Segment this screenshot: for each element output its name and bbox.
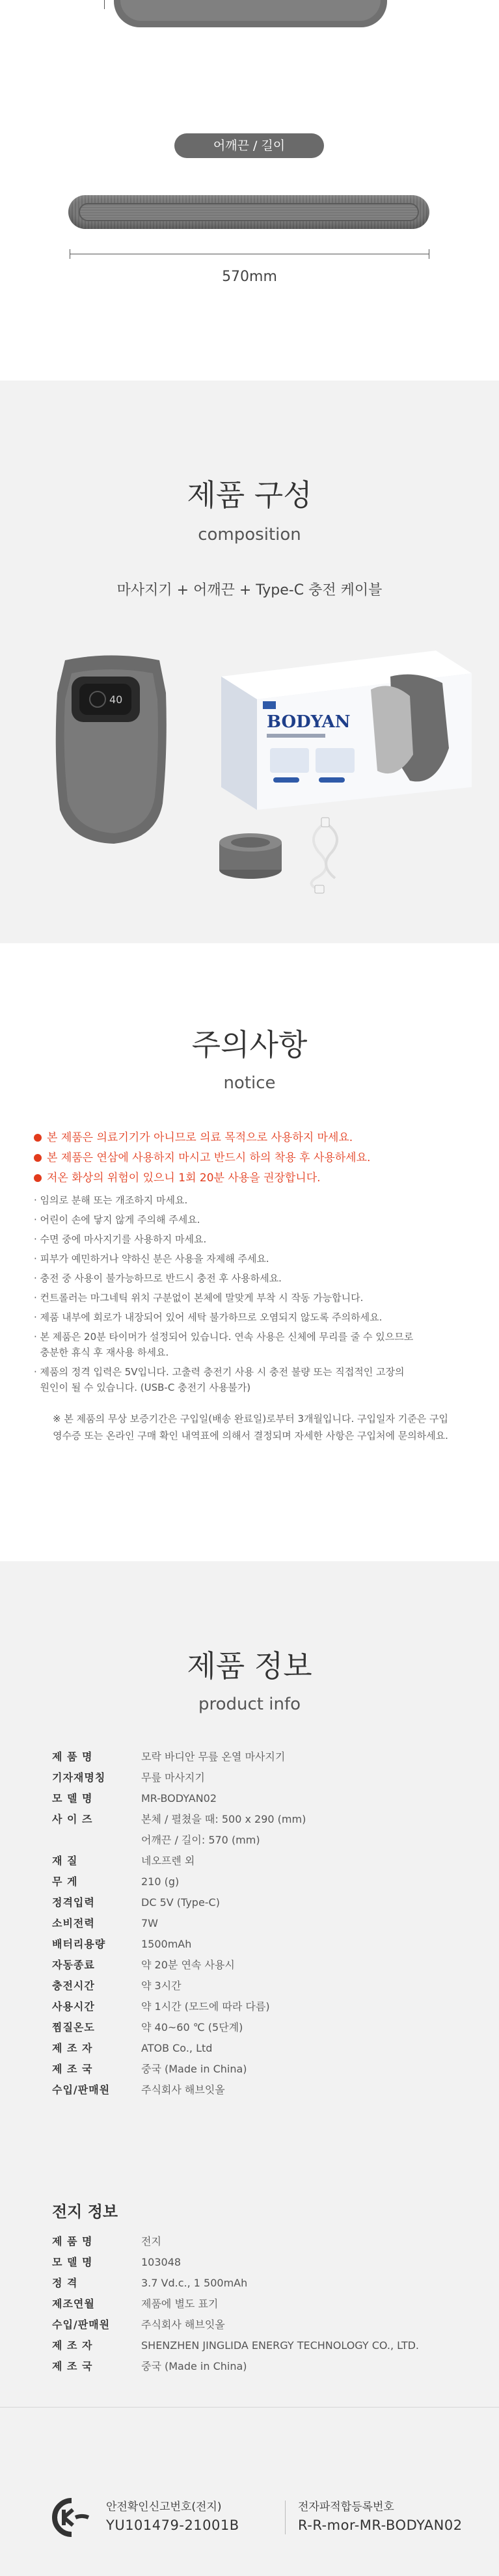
battery-row: 제조연월 제품에 별도 표기 bbox=[52, 2298, 219, 2310]
warranty-note-line: ※ 본 제품의 무상 보증기간은 구입일(배송 완료일)로부터 3개월입니다. 구입일자 기준은 구입 bbox=[53, 1413, 448, 1425]
info-row: 자동종료 약 20분 연속 사용시 bbox=[52, 1959, 235, 1971]
warranty-note-line: 영수증 또는 온라인 구매 확인 내역표에 의해서 결정되며 자세한 사항은 구입처에 문의하세요. bbox=[53, 1430, 448, 1442]
notice-item: · 제품의 정격 입력은 5V입니다. 고출력 충전기 사용 시 충전 불량 또는 직접적인 고장의 bbox=[34, 1366, 405, 1378]
info-row: 제 조 국 중국 (Made in China) bbox=[52, 2063, 247, 2075]
svg-text:40: 40 bbox=[109, 693, 123, 706]
info-row: 사 이 즈 본체 / 펼쳤을 때: 500 x 290 (mm) bbox=[52, 1813, 306, 1825]
info-row: 충전시간 약 3시간 bbox=[52, 1979, 182, 1992]
info-row: 사용시간 약 1시간 (모드에 따라 다름) bbox=[52, 2000, 270, 2013]
notice-item: · 충전 중 사용이 불가능하므로 반드시 충전 후 사용하세요. bbox=[34, 1272, 282, 1284]
charging-cable-image bbox=[299, 816, 351, 894]
strap-length-label: 570mm bbox=[222, 269, 277, 285]
info-row: 배터리용량 1500mAh bbox=[52, 1938, 192, 1950]
battery-row: 제 품 명 전지 bbox=[52, 2235, 161, 2247]
composition-section bbox=[0, 381, 499, 943]
safety-cert-number: YU101479-21001B bbox=[106, 2517, 239, 2533]
info-row: 어깨끈 / 길이: 570 (mm) bbox=[141, 1834, 260, 1846]
notice-item: · 본 제품은 20분 타이머가 설정되어 있습니다. 연속 사용은 신체에 무리를 줄 수 있으므로 bbox=[34, 1331, 414, 1343]
strap-label-pill: 어깨끈 / 길이 bbox=[174, 133, 324, 158]
product-info-title: 제품 정보 bbox=[187, 1648, 312, 1684]
warning-item: 본 제품은 의료기기가 아니므로 의료 목적으로 사용하지 마세요. bbox=[34, 1130, 353, 1146]
massager-image bbox=[52, 654, 169, 849]
notice-item: · 컨트롤러는 마그네틱 위치 구분없이 본체에 말맞게 부착 시 작동 가능합니다. bbox=[34, 1292, 364, 1304]
notice-item: · 피부가 예민하거나 약하신 분은 사용을 자제해 주세요. bbox=[34, 1253, 269, 1265]
package-box-image bbox=[221, 651, 472, 810]
info-row: 수입/판매원 주식회사 해브잇올 bbox=[52, 2084, 225, 2096]
battery-row: 수입/판매원 주식회사 해브잇올 bbox=[52, 2318, 225, 2331]
info-row: 소비전력 7W bbox=[52, 1917, 158, 1929]
battery-row: 정 격 3.7 Vd.c., 1 500mAh bbox=[52, 2277, 248, 2289]
battery-info-title: 전지 정보 bbox=[52, 2203, 118, 2221]
warning-item: 저온 화상의 위험이 있으니 1회 20분 사용을 권장합니다. bbox=[34, 1170, 321, 1186]
warning-dot-icon bbox=[34, 1134, 42, 1142]
battery-row: 제 조 자 SHENZHEN JINGLIDA ENERGY TECHNOLOGY CO., LTD. bbox=[52, 2339, 420, 2352]
emc-cert-label: 전자파적합등록번호 bbox=[298, 2501, 394, 2514]
divider bbox=[0, 2407, 499, 2408]
warning-item: 본 제품은 연삼에 사용하지 마시고 반드시 하의 착용 후 사용하세요. bbox=[34, 1150, 370, 1166]
dimension-line-top bbox=[104, 0, 105, 9]
info-row: 제 조 자 ATOB Co., Ltd bbox=[52, 2042, 213, 2054]
info-row: 무 게 210 (g) bbox=[52, 1875, 180, 1888]
info-row: 기자재명칭 무릎 마사지기 bbox=[52, 1771, 205, 1784]
size-section bbox=[0, 0, 499, 381]
massager-bottom-edge bbox=[114, 0, 387, 27]
safety-cert-label: 안전확인신고번호(전지) bbox=[106, 2501, 222, 2514]
warning-dot-icon bbox=[34, 1174, 42, 1182]
info-row: 모 델 명 MR-BODYAN02 bbox=[52, 1792, 217, 1805]
notice-item-continued: 원인이 될 수 있습니다. (USB-C 충전기 사용불가) bbox=[34, 1382, 251, 1393]
info-row: 재 질 네오프렌 외 bbox=[52, 1855, 195, 1867]
product-info-section bbox=[0, 1561, 499, 2576]
notice-subtitle: notice bbox=[223, 1073, 276, 1093]
notice-section bbox=[0, 943, 499, 1561]
notice-title: 주의사항 bbox=[191, 1027, 308, 1062]
battery-row: 제 조 국 중국 (Made in China) bbox=[52, 2360, 247, 2372]
info-row: 제 품 명 모락 바디안 무릎 온열 마사지기 bbox=[52, 1751, 286, 1763]
cert-separator bbox=[285, 2501, 286, 2534]
notice-item: · 제품 내부에 회로가 내장되어 있어 세탁 불가하므로 오염되지 않도록 주의하세요. bbox=[34, 1311, 383, 1323]
emc-cert-number: R-R-mor-MR-BODYAN02 bbox=[298, 2517, 463, 2533]
composition-title: 제품 구성 bbox=[187, 477, 312, 513]
composition-items: 마사지기 + 어깨끈 + Type-C 충전 케이블 bbox=[116, 582, 383, 598]
box-brand-text: BODYAN bbox=[267, 712, 351, 732]
notice-item-continued: 충분한 휴식 후 재사용 하세요. bbox=[34, 1347, 169, 1358]
info-row: 찜질온도 약 40~60 ℃ (5단계) bbox=[52, 2021, 243, 2033]
info-row: 정격입력 DC 5V (Type-C) bbox=[52, 1896, 220, 1909]
battery-row: 모 델 명 103048 bbox=[52, 2256, 182, 2268]
strap-roll-image bbox=[215, 829, 286, 881]
product-info-subtitle: product info bbox=[198, 1695, 301, 1714]
shoulder-strap-image bbox=[68, 195, 429, 229]
notice-item: · 수면 중에 마사지기를 사용하지 마세요. bbox=[34, 1233, 207, 1245]
notice-item: · 어린이 손에 닿지 않게 주의해 주세요. bbox=[34, 1214, 200, 1226]
warning-dot-icon bbox=[34, 1154, 42, 1162]
notice-item: · 임의로 분해 또는 개조하지 마세요. bbox=[34, 1194, 188, 1206]
composition-subtitle: composition bbox=[198, 525, 301, 544]
kc-mark-icon bbox=[52, 2498, 91, 2537]
